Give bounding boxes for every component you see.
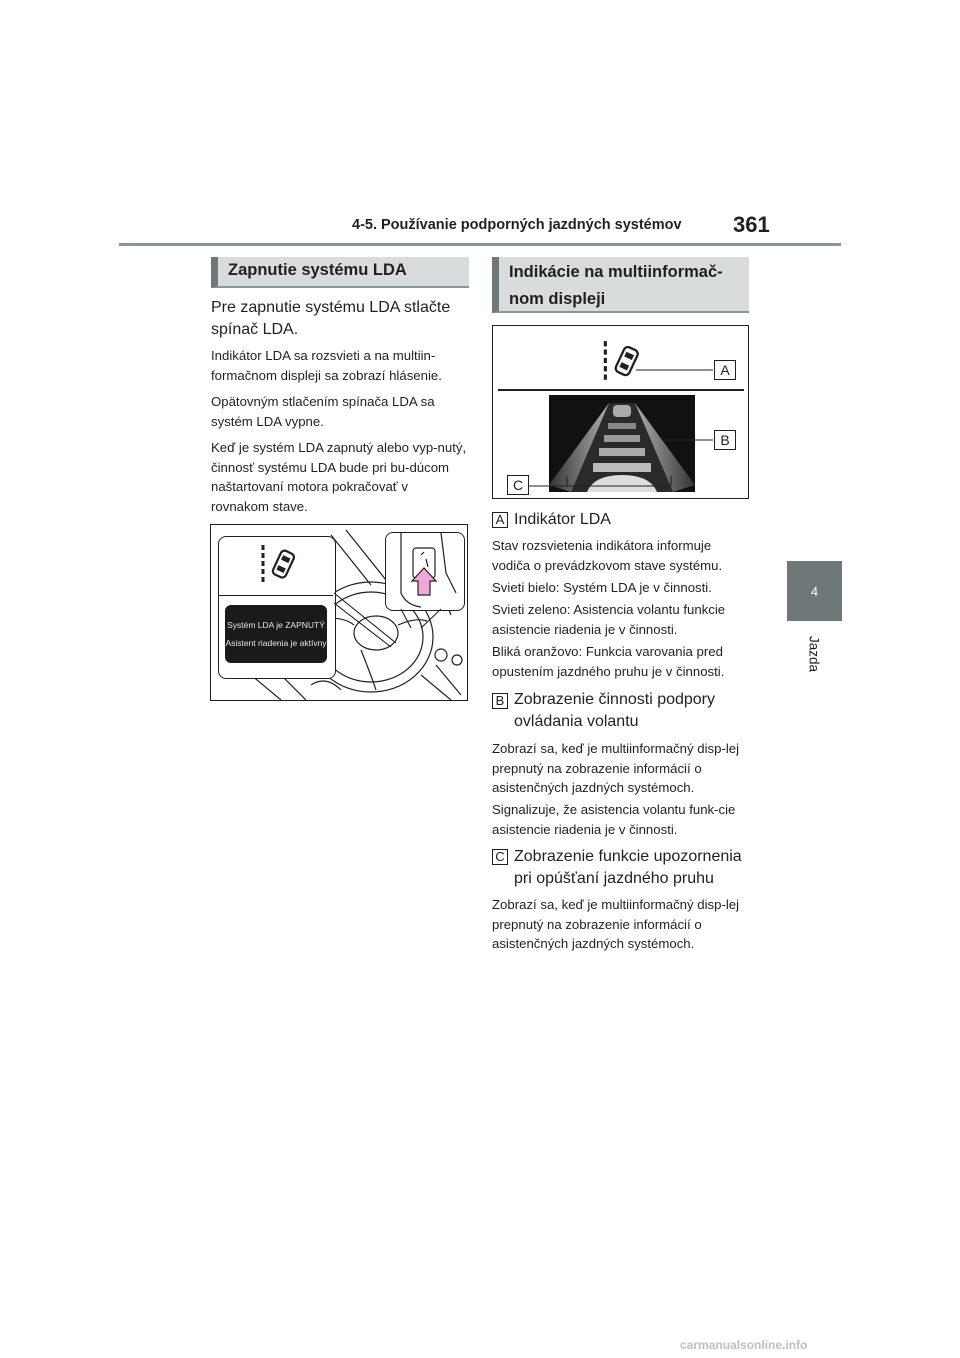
item-c-title-line-1: Zobrazenie funkcie upozornenia: [514, 848, 742, 865]
page-number: 361: [733, 212, 770, 237]
chapter-tab: 4: [787, 561, 842, 621]
running-header-title: 4-5. Používanie podporných jazdných systémov: [352, 217, 682, 233]
item-letter: A: [492, 512, 508, 528]
paragraph: Keď je systém LDA zapnutý alebo vyp-nutý, činnosť systému LDA bude pri bu-dúcom naštartovaní motora pokračovať v rovnakom stave.: [211, 440, 467, 514]
message-line-2: Asistent riadenia je aktívny: [225, 638, 327, 648]
chapter-label: [788, 629, 840, 679]
item-a-badge: [492, 511, 508, 529]
paragraph: Bliká oranžovo: Funkcia varovania pred opustením jazdného pruhu je v činnosti.: [492, 644, 725, 679]
paragraph: Zobrazí sa, keď je multiinformačný disp-lej prepnutý na zobrazenie informácií o asistenčných jazdných systémoch.: [492, 741, 740, 795]
watermark: carmanualsonline.info: [680, 1338, 808, 1352]
item-b-badge: [492, 692, 508, 710]
item-a-title: Indikátor LDA: [514, 511, 611, 528]
paragraph: Opätovným stlačením spínača LDA sa systém LDA vypne.: [211, 394, 435, 429]
multi-info-display-illustration: [492, 325, 749, 499]
item-c-title-line-2: pri opúšťaní jazdného pruhu: [514, 870, 714, 887]
message-line-1: Systém LDA je ZAPNUTÝ: [227, 620, 325, 630]
paragraph: Svieti bielo: Systém LDA je v činnosti.: [492, 580, 712, 595]
item-b-title-line-2: ovládania volantu: [514, 713, 639, 730]
section-heading-line-1: Indikácie na multiinformač-: [509, 263, 723, 281]
section-heading-lda-on: Zapnutie systému LDA: [211, 257, 469, 288]
paragraph: Indikátor LDA sa rozsvieti a na multiin-formačnom displeji sa zobrazí hlásenie.: [211, 348, 442, 383]
callout-b: B: [714, 430, 736, 450]
item-letter: C: [492, 849, 508, 865]
item-letter: B: [492, 693, 508, 709]
leader-lines: [211, 525, 467, 700]
lead-instruction: Pre zapnutie systému LDA stlačte spínač LDA.: [211, 299, 451, 338]
callout-lines: [493, 326, 750, 500]
paragraph: Zobrazí sa, keď je multiinformačný disp-lej prepnutý na zobrazenie informácií o asistenčných jazdných systémoch.: [492, 897, 740, 951]
paragraph: Signalizuje, že asistencia volantu funk-cie asistencie riadenia je v činnosti.: [492, 802, 736, 837]
item-b-title-line-1: Zobrazenie činnosti podpory: [514, 691, 716, 708]
paragraph: Svieti zeleno: Asistencia volantu funkcie asistencie riadenia je v činnosti.: [492, 602, 726, 637]
callout-a: A: [714, 360, 736, 380]
callout-c: C: [507, 475, 529, 495]
paragraph: Stav rozsvietenia indikátora informuje vodiča o prevádzkovom stave systému.: [492, 538, 723, 573]
header-rule: [119, 243, 841, 246]
section-heading-line-2: nom displeji: [509, 290, 606, 308]
lda-switch-illustration: [210, 524, 468, 701]
section-heading-mid-indications: [492, 257, 749, 313]
item-c-badge: [492, 848, 508, 866]
chapter-label-text: Jazda: [806, 635, 822, 673]
